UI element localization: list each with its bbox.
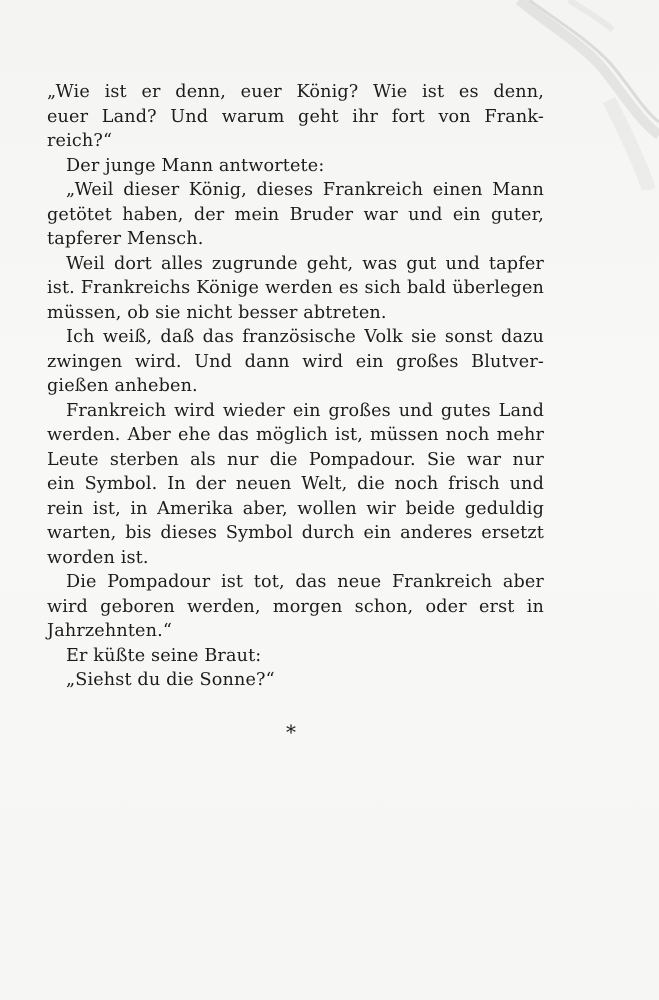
text-line: wird geboren werden, morgen schon, oder erst in [47, 596, 544, 617]
text-line: zwingen wird. Und dann wird ein großes Blutver- [47, 351, 544, 372]
text-line: werden. Aber ehe das möglich ist, müssen noch mehr [47, 425, 544, 445]
text-line: Er küßte seine Braut: [66, 645, 262, 666]
text-line: Die Pompadour ist tot, das neue Frankreich aber [66, 572, 544, 592]
text-line: Leute sterben als nur die Pompadour. Sie war nur [47, 449, 544, 470]
text-line: Weil dort alles zugrunde geht, was gut und tapfer [66, 253, 544, 274]
text-line: ein Symbol. In der neuen Welt, die noch frisch und [47, 474, 544, 494]
text-line: reich?“ [47, 131, 113, 151]
text-line: getötet haben, der mein Bruder war und ein guter, [47, 204, 544, 225]
section-separator: * [286, 720, 296, 744]
text-line: Frankreich wird wieder ein großes und gutes Land [66, 400, 544, 421]
text-line: ist. Frankreichs Könige werden es sich bald überlegen [47, 278, 544, 298]
text-line: Der junge Mann antwortete: [66, 155, 325, 176]
text-line: gießen anheben. [47, 376, 198, 396]
text-line: rein ist, in Amerika aber, wollen wir beide geduldig [47, 498, 544, 519]
text-line: Ich weiß, daß das französische Volk sie sonst dazu [66, 327, 544, 347]
text-line: warten, bis dieses Symbol durch ein anderes ersetzt [47, 523, 544, 543]
text-line: tapferer Mensch. [47, 229, 204, 249]
text-line: euer Land? Und warum geht ihr fort von Frank- [47, 106, 544, 127]
text-line: Jahrzehnten.“ [47, 621, 172, 641]
text-line: müssen, ob sie nicht besser abtreten. [47, 302, 387, 323]
text-line: „Wie ist er denn, euer König? Wie ist es denn, [47, 82, 544, 102]
body-text [47, 80, 544, 693]
text-line: „Weil dieser König, dieses Frankreich einen Mann [66, 180, 544, 200]
text-line: „Siehst du die Sonne?“ [66, 670, 275, 690]
text-line: worden ist. [47, 547, 149, 568]
